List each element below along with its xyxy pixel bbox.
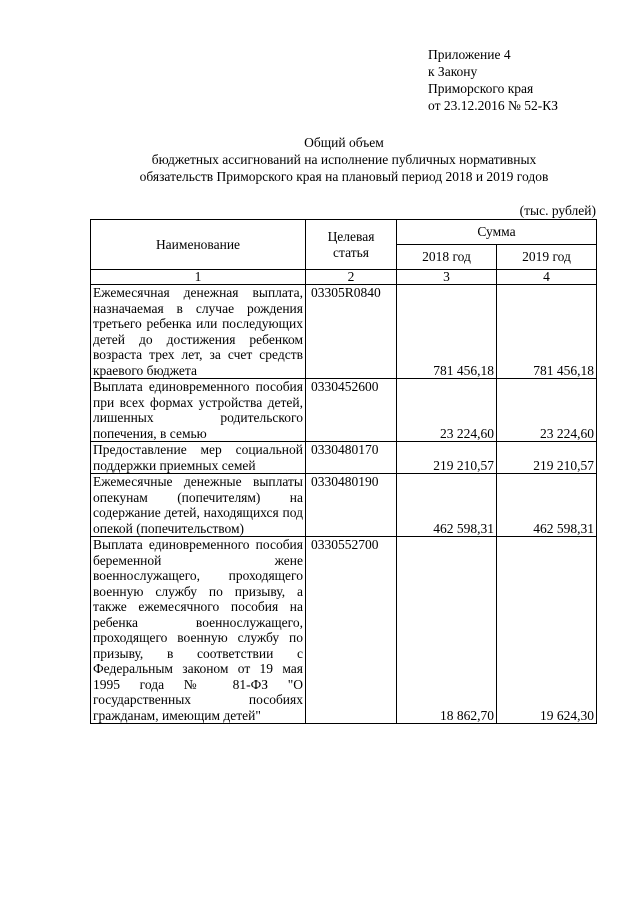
row-name: Предоставление мер социальной поддержки приемных семей bbox=[91, 442, 306, 474]
row-amount-2018: 219 210,57 bbox=[397, 442, 497, 474]
row-name: Выплата единовременного пособия беременной жене военнослужащего, проходящего военную службу по призыву, а также ежемесячного пособия на ребенка военнослужащего, проходящего военную службу по призыву, в соответствии с Федеральным законом от 19 мая 1995 года № 81-ФЗ "О государственных пособиях гражданам, имеющим детей" bbox=[91, 537, 306, 724]
table-row bbox=[91, 537, 597, 724]
row-code: 0330452600 bbox=[306, 379, 397, 442]
column-number: 2 bbox=[306, 270, 397, 285]
row-amount-2019: 19 624,30 bbox=[497, 537, 597, 724]
table-row bbox=[91, 379, 597, 442]
row-code: 0330552700 bbox=[306, 537, 397, 724]
row-amount-2018: 462 598,31 bbox=[397, 474, 497, 537]
header-sum: Сумма bbox=[397, 220, 597, 245]
budget-table bbox=[90, 219, 597, 724]
header-code: Целевая статья bbox=[306, 220, 397, 270]
units-label: (тыс. рублей) bbox=[519, 203, 596, 218]
annex-line: Приморского края bbox=[428, 81, 534, 96]
annex-line: Приложение 4 bbox=[428, 47, 511, 62]
row-amount-2019: 219 210,57 bbox=[497, 442, 597, 474]
title-line: бюджетных ассигнований на исполнение публичных нормативных bbox=[151, 152, 537, 167]
column-number: 4 bbox=[497, 270, 597, 285]
row-amount-2019: 462 598,31 bbox=[497, 474, 597, 537]
header-name: Наименование bbox=[91, 220, 306, 270]
table-row bbox=[91, 474, 597, 537]
row-name: Ежемесячная денежная выплата, назначаемая в случае рождения третьего ребенка или последующих детей до достижения ребенком возраста трех лет, за счет средств краевого бюджета bbox=[91, 285, 306, 379]
document-title bbox=[92, 134, 596, 185]
table-row bbox=[91, 442, 597, 474]
row-code: 0330480190 bbox=[306, 474, 397, 537]
header-year-2018: 2018 год bbox=[397, 245, 497, 270]
row-amount-2018: 18 862,70 bbox=[397, 537, 497, 724]
column-number: 1 bbox=[91, 270, 306, 285]
row-amount-2018: 23 224,60 bbox=[397, 379, 497, 442]
annex-line: к Закону bbox=[428, 64, 478, 79]
annex-reference bbox=[428, 46, 558, 114]
annex-line: от 23.12.2016 № 52-КЗ bbox=[428, 98, 558, 113]
row-name: Ежемесячные денежные выплаты опекунам (попечителям) на содержание детей, находящихся под опекой (попечительством) bbox=[91, 474, 306, 537]
title-line: обязательств Приморского края на плановый период 2018 и 2019 годов bbox=[139, 169, 549, 184]
row-amount-2019: 781 456,18 bbox=[497, 285, 597, 379]
column-number: 3 bbox=[397, 270, 497, 285]
row-amount-2018: 781 456,18 bbox=[397, 285, 497, 379]
row-code: 03305R0840 bbox=[306, 285, 397, 379]
row-amount-2019: 23 224,60 bbox=[497, 379, 597, 442]
header-year-2019: 2019 год bbox=[497, 245, 597, 270]
title-line: Общий объем bbox=[304, 135, 384, 150]
row-code: 0330480170 bbox=[306, 442, 397, 474]
table-row bbox=[91, 285, 597, 379]
row-name: Выплата единовременного пособия при всех формах устройства детей, лишенных родительского попечения, в семью bbox=[91, 379, 306, 442]
